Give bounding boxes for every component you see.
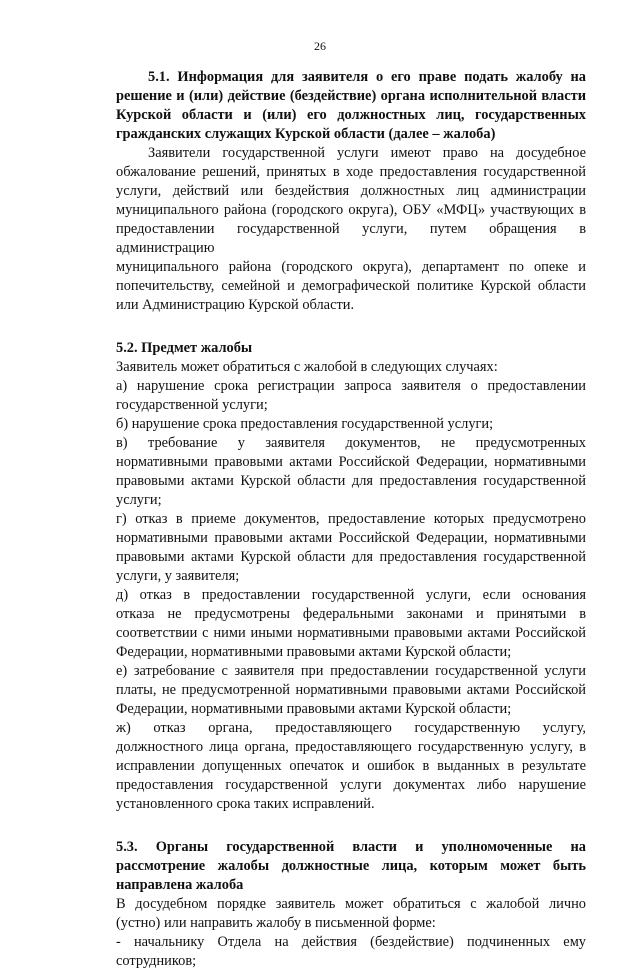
heading-line: направлена жалоба (116, 877, 244, 893)
paragraph-line: услуги, действий или бездействия должностных лиц администрации (116, 183, 586, 199)
list-item-a (116, 377, 586, 415)
paragraph-line: отказа не предусмотрены федеральными законами и принятыми в (116, 606, 586, 622)
paragraph-line: Федерации, нормативными правовыми актами Курской области; (116, 644, 512, 660)
list-item-e (116, 662, 586, 719)
section-5-2 (116, 339, 586, 814)
section-5-3 (116, 838, 586, 971)
heading-line: решение и (или) действие (бездействие) органа исполнительной власти (116, 88, 586, 104)
paragraph-line: - начальнику Отдела на действия (бездействие) подчиненных ему (116, 934, 586, 950)
paragraph-line: В досудебном порядке заявитель может обратиться с жалобой лично (116, 896, 586, 912)
heading-line: гражданских служащих Курской области (далее – жалоба) (116, 126, 496, 142)
paragraph-line: нормативными правовыми актами Российской Федерации, нормативными (116, 454, 586, 470)
paragraph-line: правовыми актами Курской области для предоставления государственной (116, 549, 586, 565)
paragraph-line: предоставлении государственной услуги, путем обращения в администрацию (116, 221, 586, 256)
heading-line: рассмотрение жалобы должностные лица, которым может быть (116, 858, 586, 874)
paragraph-line: установленного срока таких исправлений. (116, 796, 375, 812)
paragraph-line: или Администрацию Курской области. (116, 297, 355, 313)
section-spacer (116, 315, 586, 339)
paragraph-line: ж) отказ органа, предоставляющего государственную услугу, (116, 720, 586, 736)
paragraph-line: е) затребование с заявителя при предоставлении государственной услуги (116, 663, 586, 679)
paragraph-line: нормативными правовыми актами Российской Федерации, нормативными (116, 530, 586, 546)
list-item-d (116, 586, 586, 662)
section-5-2-heading (116, 339, 586, 358)
paragraph-line: должностного лица органа, предоставляющего государственную услугу, в (116, 739, 586, 755)
heading-line: 5.2. Предмет жалобы (116, 340, 253, 356)
paragraph-line: муниципального района (городского округа), ОБУ «МФЦ» участвующих в (116, 202, 586, 218)
paragraph-line: Заявитель может обратиться с жалобой в следующих случаях: (116, 359, 498, 375)
paragraph-line: услуги, у заявителя; (116, 568, 240, 584)
paragraph-line: обжалование решений, принятых в ходе предоставления государственной (116, 164, 586, 180)
section-5-3-paragraph (116, 895, 586, 971)
heading-line: Курской области и (или) его должностных лиц, государственных (116, 107, 586, 123)
paragraph-line: платы, не предусмотренной нормативными правовыми актами Российской (116, 682, 586, 698)
paragraph-line: предоставления государственной услуги документах либо нарушение (116, 777, 586, 793)
paragraph-line: Заявители государственной услуги имеют право на досудебное (148, 145, 586, 161)
paragraph-line: муниципального района (городского округа), департамент по опеке и (116, 259, 586, 275)
paragraph-line: исправлении допущенных опечаток и ошибок в выданных в результате (116, 758, 586, 774)
section-5-1 (116, 68, 586, 315)
section-5-2-intro (116, 358, 586, 377)
list-item-b (116, 415, 586, 434)
section-5-1-heading (116, 68, 586, 144)
heading-line: 5.1. Информация для заявителя о его праве подать жалобу на (148, 69, 586, 85)
paragraph-line: попечительству, семейной и демографической политике Курской области (116, 278, 586, 294)
paragraph-line: б) нарушение срока предоставления государственной услуги; (116, 416, 494, 432)
page-number: 26 (314, 39, 326, 53)
list-item-v (116, 434, 586, 510)
paragraph-line: г) отказ в приеме документов, предоставление которых предусмотрено (116, 511, 586, 527)
paragraph-line: в) требование у заявителя документов, не предусмотренных (116, 435, 586, 451)
paragraph-line: сотрудников; (116, 953, 197, 969)
paragraph-line: правовыми актами Курской области для предоставления государственной (116, 473, 586, 489)
heading-line: 5.3. Органы государственной власти и уполномоченные на (116, 839, 586, 855)
paragraph-line: д) отказ в предоставлении государственной услуги, если основания (116, 587, 586, 603)
document-body (116, 68, 586, 971)
section-spacer (116, 814, 586, 838)
section-5-3-heading (116, 838, 586, 895)
paragraph-line: Федерации, нормативными правовыми актами Курской области; (116, 701, 512, 717)
paragraph-line: государственной услуги; (116, 397, 268, 413)
paragraph-line: соответствии с ними иными нормативными правовыми актами Российской (116, 625, 586, 641)
list-item-g (116, 510, 586, 586)
list-item-zh (116, 719, 586, 814)
section-5-1-paragraph (116, 144, 586, 315)
paragraph-line: а) нарушение срока регистрации запроса заявителя о предоставлении (116, 378, 586, 394)
paragraph-line: услуги; (116, 492, 162, 508)
paragraph-line: (устно) или направить жалобу в письменной форме: (116, 915, 436, 931)
